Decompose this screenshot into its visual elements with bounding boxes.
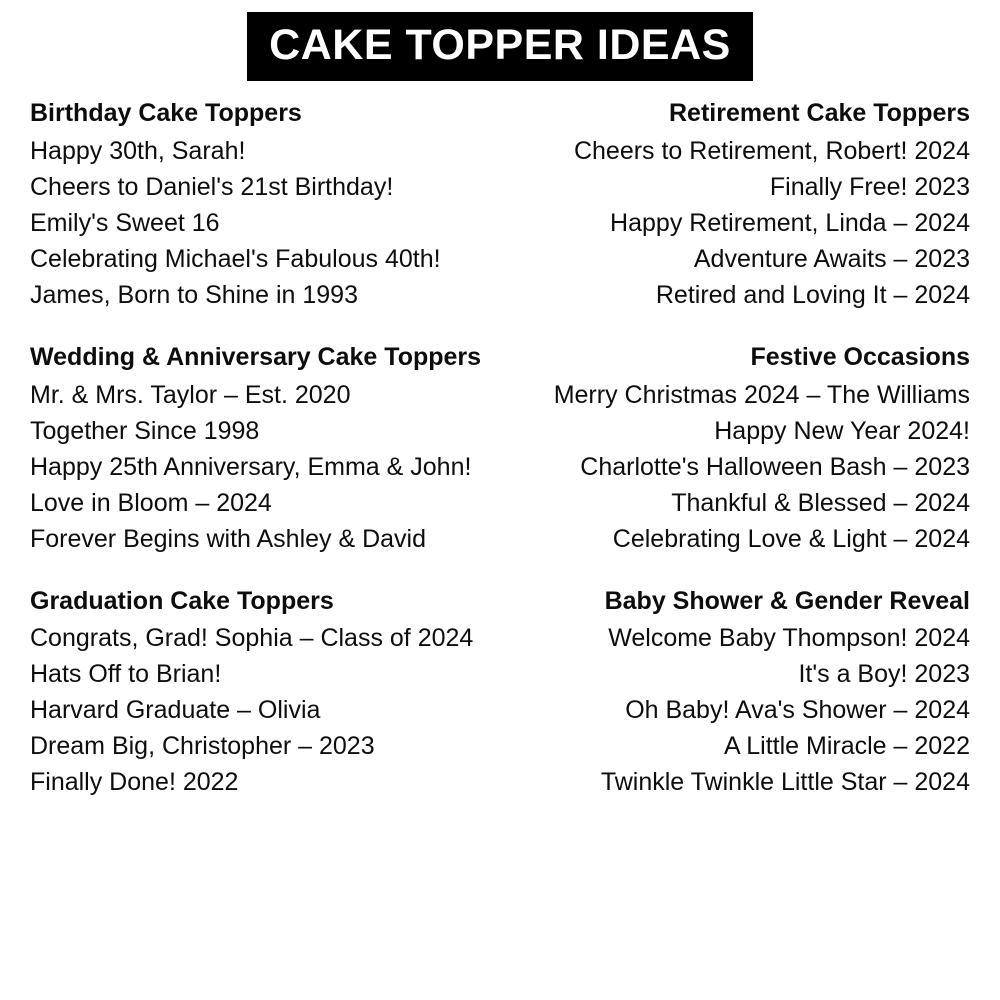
left-column: [30, 97, 488, 800]
section-baby-shower: [512, 585, 970, 801]
right-column: [512, 97, 970, 800]
list-item: Finally Free! 2023: [769, 172, 970, 201]
list-item: Happy New Year 2024!: [714, 416, 970, 445]
list-item: Happy 25th Anniversary, Emma & John!: [30, 452, 472, 481]
list-item: Celebrating Michael's Fabulous 40th!: [30, 244, 441, 273]
list-item: Oh Baby! Ava's Shower – 2024: [625, 696, 970, 725]
list-item: Hats Off to Brian!: [30, 660, 222, 689]
list-item: Happy 30th, Sarah!: [30, 136, 246, 165]
list-item: Together Since 1998: [30, 416, 260, 445]
list-item: Cheers to Retirement, Robert! 2024: [573, 136, 970, 165]
list-item: Love in Bloom – 2024: [30, 488, 272, 517]
list-item: Cheers to Daniel's 21st Birthday!: [30, 172, 394, 201]
list-item: Happy Retirement, Linda – 2024: [610, 208, 970, 237]
list-item: Charlotte's Halloween Bash – 2023: [580, 452, 970, 481]
page-title: CAKE TOPPER IDEAS: [247, 12, 753, 81]
list-item: James, Born to Shine in 1993: [30, 280, 358, 309]
list-item: Merry Christmas 2024 – The Williams: [553, 380, 970, 409]
list-item: Congrats, Grad! Sophia – Class of 2024: [30, 624, 474, 653]
section-wedding-anniversary: [30, 341, 488, 557]
section-heading: Graduation Cake Toppers: [30, 586, 334, 615]
title-container: [0, 0, 1000, 81]
section-heading: Festive Occasions: [750, 342, 970, 371]
list-item: Adventure Awaits – 2023: [693, 244, 970, 273]
section-festive-occasions: [512, 341, 970, 557]
list-item: Emily's Sweet 16: [30, 208, 220, 237]
list-item: Celebrating Love & Light – 2024: [612, 524, 970, 553]
list-item: Finally Done! 2022: [30, 768, 239, 797]
section-heading: Wedding & Anniversary Cake Toppers: [30, 342, 482, 371]
list-item: Mr. & Mrs. Taylor – Est. 2020: [30, 380, 351, 409]
list-item: It's a Boy! 2023: [798, 660, 970, 689]
section-graduation: [30, 585, 488, 801]
list-item: Thankful & Blessed – 2024: [671, 488, 970, 517]
list-item: Welcome Baby Thompson! 2024: [608, 624, 970, 653]
list-item: Forever Begins with Ashley & David: [30, 524, 427, 553]
list-item: Dream Big, Christopher – 2023: [30, 732, 375, 761]
section-heading: Retirement Cake Toppers: [668, 99, 970, 127]
section-retirement: [512, 97, 970, 313]
list-item: Harvard Graduate – Olivia: [30, 696, 321, 725]
section-heading: Baby Shower & Gender Reveal: [604, 586, 970, 615]
section-birthday: [30, 97, 488, 313]
list-item: Retired and Loving It – 2024: [655, 280, 970, 309]
list-item: A Little Miracle – 2022: [724, 732, 970, 761]
list-item: Twinkle Twinkle Little Star – 2024: [600, 768, 970, 797]
section-heading: Birthday Cake Toppers: [30, 99, 302, 127]
content-columns: [0, 81, 1000, 800]
